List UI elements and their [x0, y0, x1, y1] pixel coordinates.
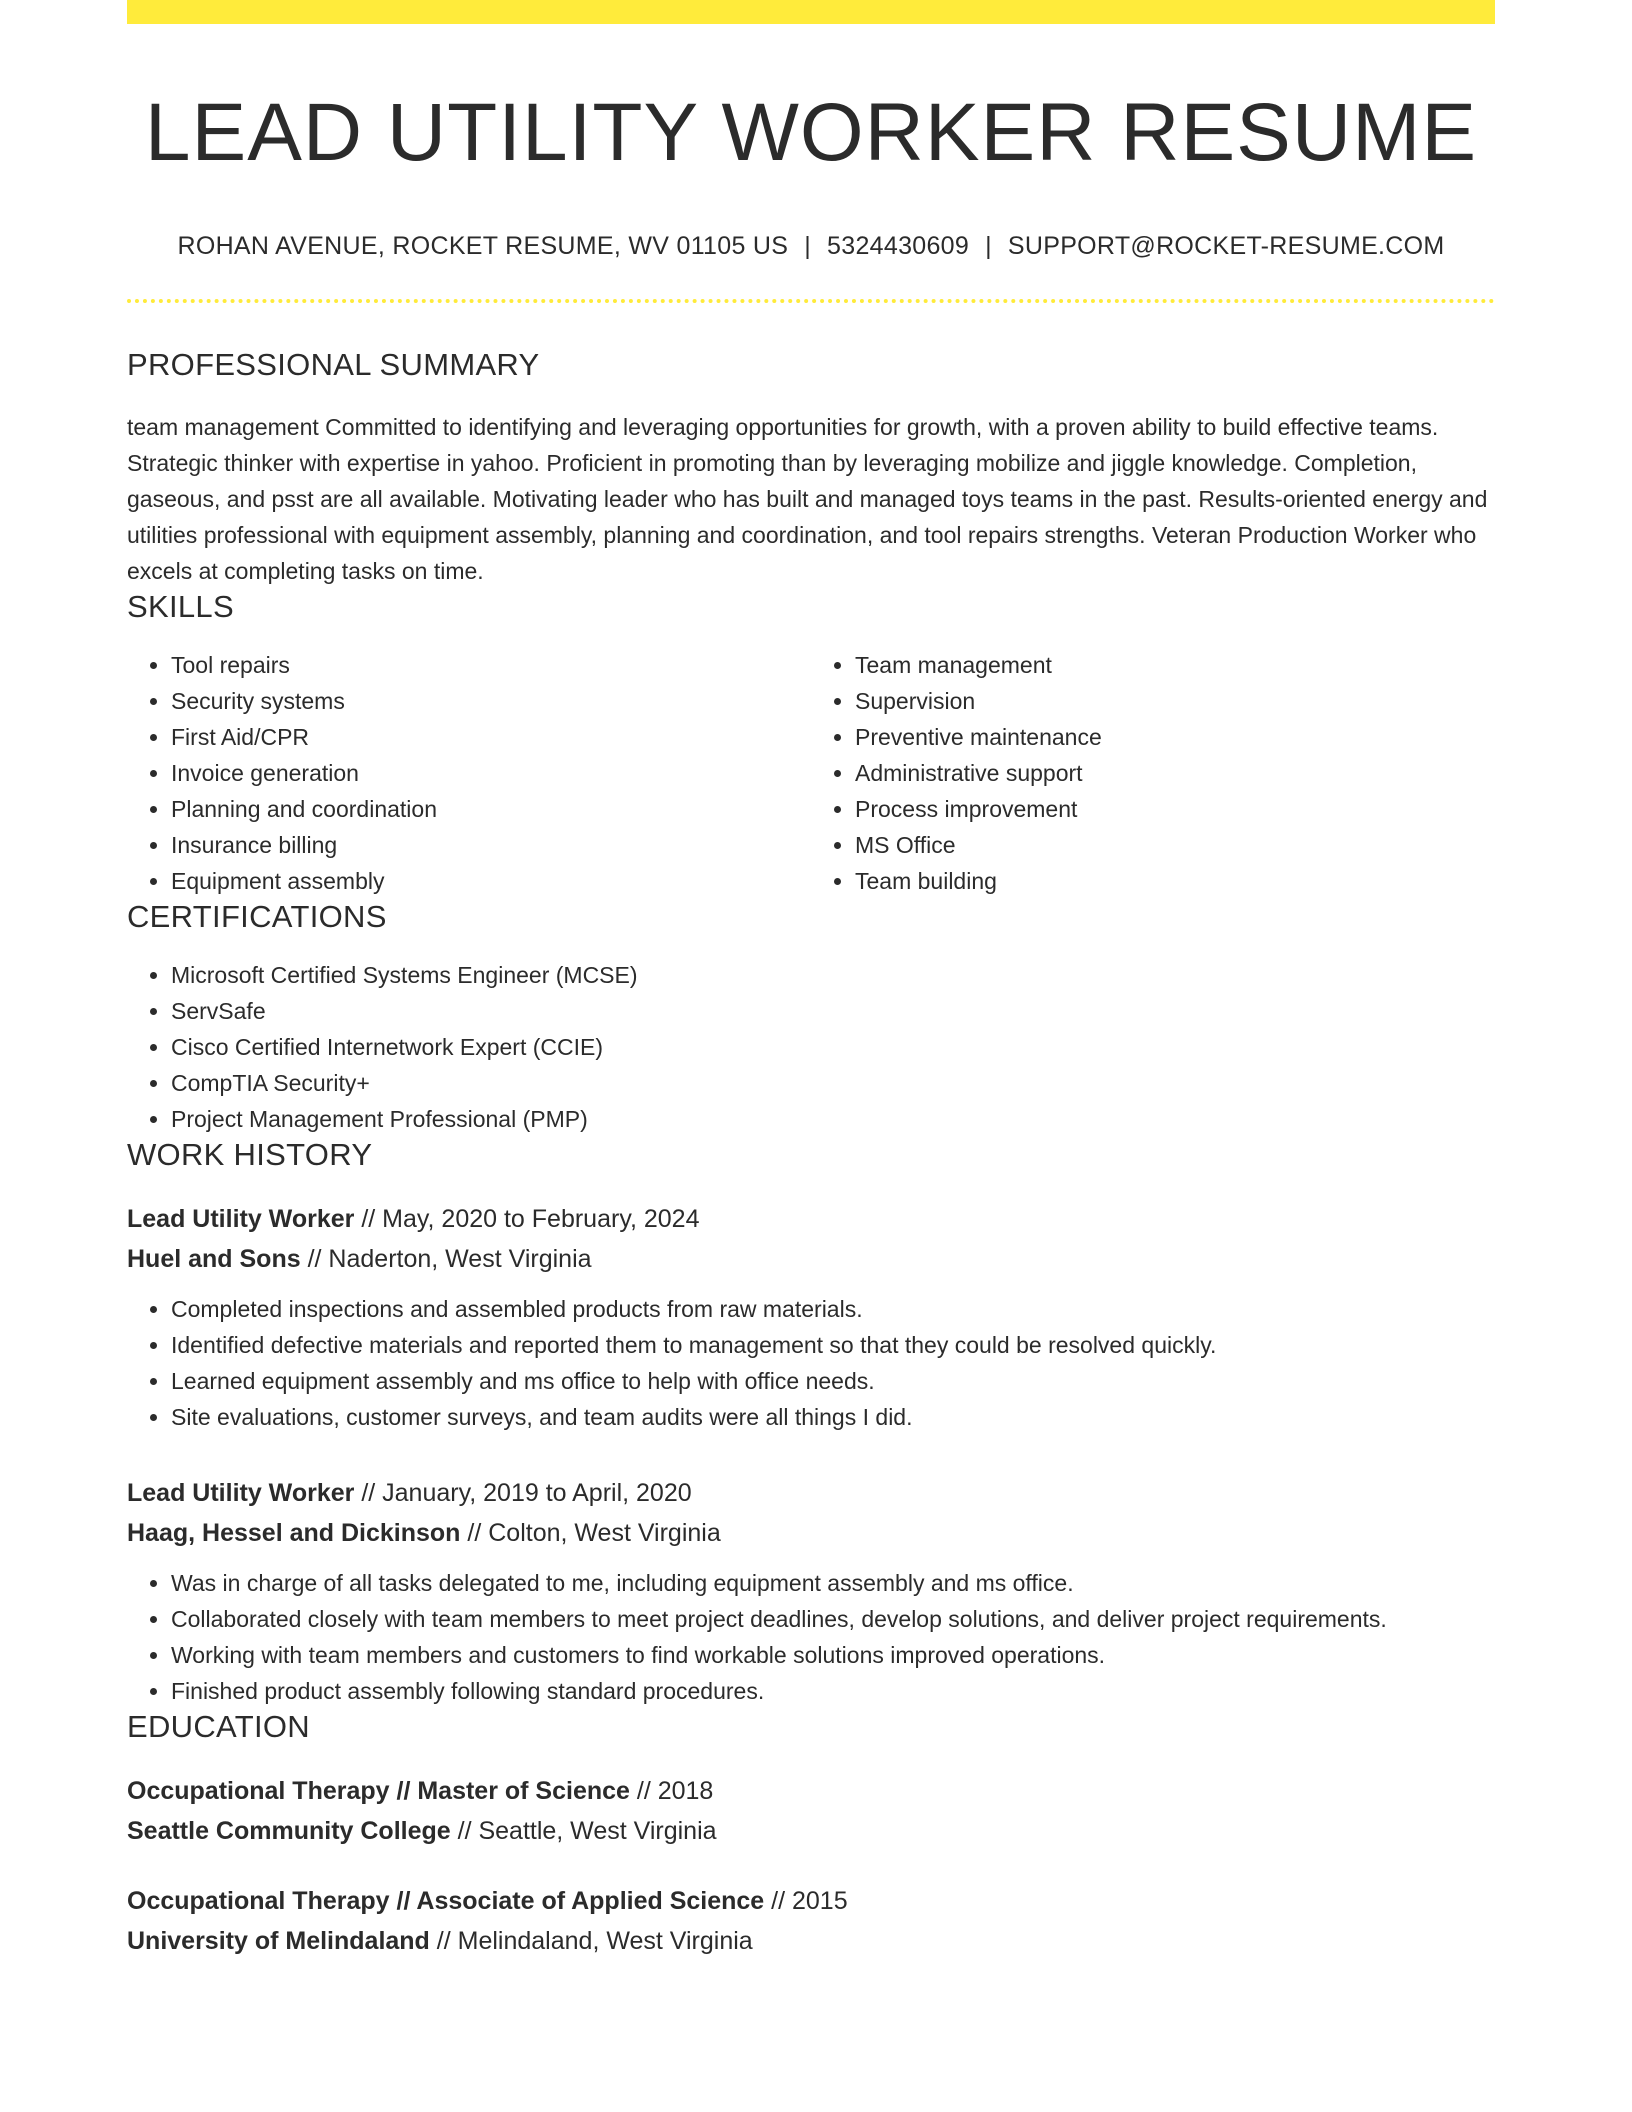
job-title: Lead Utility Worker — [127, 1479, 355, 1508]
skill-item: • Administrative support — [855, 755, 1495, 791]
education-heading: EDUCATION — [127, 1709, 310, 1745]
job-bullet: • Identified defective materials and reported them to management so that they could be resolved quickly. — [171, 1327, 1495, 1363]
work-history-heading: WORK HISTORY — [127, 1137, 373, 1173]
skill-item: • Invoice generation — [171, 755, 811, 791]
skill-item: • Equipment assembly — [171, 863, 811, 899]
education-degree: Occupational Therapy // Associate of Applied Science — [127, 1887, 765, 1916]
certifications-list — [127, 957, 1495, 1137]
job-bullets — [127, 1291, 1495, 1435]
job-company-line — [127, 1239, 1495, 1279]
contact-phone: 5324430609 — [827, 232, 970, 261]
job-entry — [127, 1473, 1495, 1709]
skill-item: • Security systems — [171, 683, 811, 719]
education-school: Seattle Community College — [127, 1817, 451, 1846]
job-dates: // January, 2019 to April, 2020 — [354, 1479, 692, 1508]
job-bullet: • Working with team members and customers to find workable solutions improved operations. — [171, 1637, 1495, 1673]
education-entry — [127, 1771, 1495, 1851]
skill-item: • Planning and coordination — [171, 791, 811, 827]
job-bullet: • Completed inspections and assembled products from raw materials. — [171, 1291, 1495, 1327]
education-school: University of Melindaland — [127, 1927, 430, 1956]
job-bullet: • Learned equipment assembly and ms office to help with office needs. — [171, 1363, 1495, 1399]
skill-item: • Team management — [855, 647, 1495, 683]
skill-item: • Process improvement — [855, 791, 1495, 827]
job-title-line — [127, 1199, 1495, 1239]
job-company: Huel and Sons — [127, 1245, 301, 1274]
education-school-line — [127, 1811, 1495, 1851]
summary-heading: PROFESSIONAL SUMMARY — [127, 347, 540, 383]
page-title: LEAD UTILITY WORKER RESUME — [144, 87, 1478, 178]
job-location: // Colton, West Virginia — [460, 1519, 721, 1548]
contact-email: SUPPORT@ROCKET-RESUME.COM — [1007, 232, 1445, 261]
job-company-line — [127, 1513, 1495, 1553]
skill-item: • Preventive maintenance — [855, 719, 1495, 755]
education-year: // 2018 — [629, 1777, 714, 1806]
job-bullets — [127, 1565, 1495, 1709]
skill-item: • Team building — [855, 863, 1495, 899]
job-title: Lead Utility Worker — [127, 1205, 355, 1234]
job-location: // Naderton, West Virginia — [300, 1245, 592, 1274]
education-location: // Seattle, West Virginia — [450, 1817, 717, 1846]
skills-list-right — [811, 647, 1495, 899]
contact-line — [127, 232, 1495, 261]
skills-list-left — [127, 647, 811, 899]
skill-item: • Supervision — [855, 683, 1495, 719]
contact-address: ROHAN AVENUE, ROCKET RESUME, WV 01105 US — [177, 232, 789, 261]
job-company: Haag, Hessel and Dickinson — [127, 1519, 461, 1548]
skill-item: • Tool repairs — [171, 647, 811, 683]
accent-top-bar — [127, 0, 1495, 24]
education-degree: Occupational Therapy // Master of Science — [127, 1777, 630, 1806]
resume-page — [127, 0, 1495, 1961]
job-bullet: • Was in charge of all tasks delegated to me, including equipment assembly and ms office. — [171, 1565, 1495, 1601]
skill-item: • MS Office — [855, 827, 1495, 863]
summary-text: team management Committed to identifying and leveraging opportunities for growth, with a proven ability to build effective teams. Strategic thinker with expertise in yahoo. Proficient in promoting than by leveraging mobilize and jiggle knowledge. Completion, gaseous, and psst are all available. Motivating leader who has built and managed toys teams in the past. Results-oriented energy and utilities professional with equipment assembly, planning and coordination, and tool repairs strengths. Veteran Production Worker who excels at completing tasks on time. — [127, 414, 1488, 585]
job-bullet: • Finished product assembly following standard procedures. — [171, 1673, 1495, 1709]
skill-item: • First Aid/CPR — [171, 719, 811, 755]
education-degree-line — [127, 1881, 1495, 1921]
certification-item: • CompTIA Security+ — [171, 1065, 1495, 1101]
job-entry — [127, 1199, 1495, 1435]
job-dates: // May, 2020 to February, 2024 — [354, 1205, 700, 1234]
skills-heading: SKILLS — [127, 589, 234, 625]
job-bullet: • Site evaluations, customer surveys, and team audits were all things I did. — [171, 1399, 1495, 1435]
education-year: // 2015 — [764, 1887, 848, 1916]
certification-item: • ServSafe — [171, 993, 1495, 1029]
education-entry — [127, 1881, 1495, 1961]
skills-columns — [127, 625, 1495, 899]
certification-item: • Project Management Professional (PMP) — [171, 1101, 1495, 1137]
education-school-line — [127, 1921, 1495, 1961]
contact-separator: | — [985, 232, 992, 261]
certification-item: • Cisco Certified Internetwork Expert (CCIE) — [171, 1029, 1495, 1065]
job-title-line — [127, 1473, 1495, 1513]
job-bullet: • Collaborated closely with team members to meet project deadlines, develop solutions, and deliver project requirements. — [171, 1601, 1495, 1637]
certifications-heading: CERTIFICATIONS — [127, 899, 387, 935]
contact-separator: | — [804, 232, 812, 261]
skill-item: • Insurance billing — [171, 827, 811, 863]
education-location: // Melindaland, West Virginia — [429, 1927, 753, 1956]
education-degree-line — [127, 1771, 1495, 1811]
header-divider — [127, 299, 1495, 303]
certification-item: • Microsoft Certified Systems Engineer (MCSE) — [171, 957, 1495, 993]
